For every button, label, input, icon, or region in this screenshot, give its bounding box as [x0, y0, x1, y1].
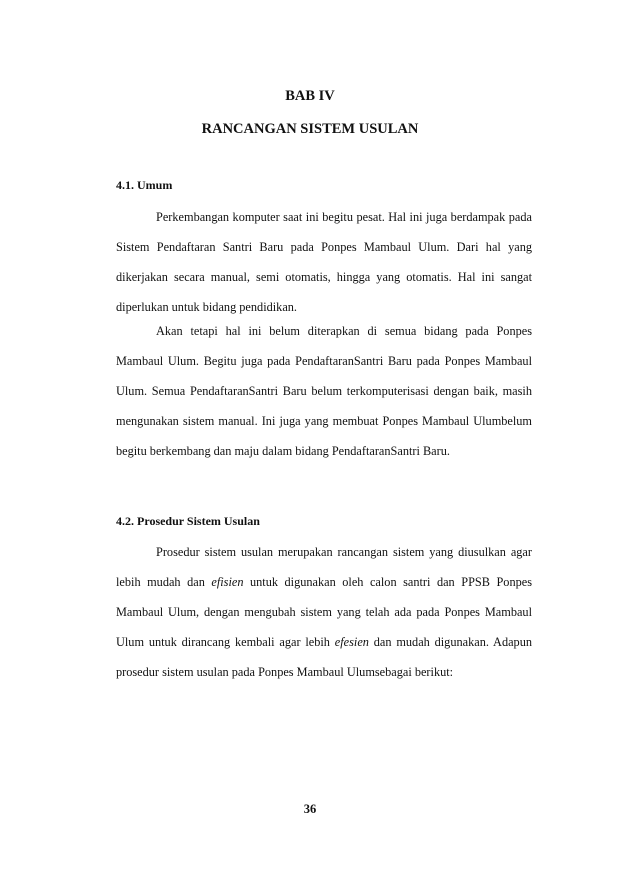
paragraph [116, 537, 532, 687]
italic-term: efesien [334, 635, 369, 649]
paragraph-text: untuk digunakan oleh calon santri dan PPSB Ponpes Mambaul Ulum, dengan mengubah sistem yang telah ada pada Ponpes Mambaul Ulum untuk dirancang kembali agar lebih [116, 575, 532, 649]
italic-term: efisien [211, 575, 244, 589]
paragraph: Akan tetapi hal ini belum diterapkan di semua bidang pada Ponpes Mambaul Ulum. Begitu juga pada PendaftaranSantri Baru pada Ponpes Mambaul Ulum. Semua PendaftaranSantri Baru belum terkomputerisasi dengan baik, masih mengunakan sistem manual. Ini juga yang membuat Ponpes Mambaul Ulumbelum begitu berkembang dan maju dalam bidang PendaftaranSantri Baru. [116, 324, 532, 458]
section-heading-prosedur: 4.2. Prosedur Sistem Usulan [116, 514, 260, 528]
section-heading-umum: 4.1. Umum [116, 178, 173, 192]
paragraph: Perkembangan komputer saat ini begitu pesat. Hal ini juga berdampak pada Sistem Pendaftaran Santri Baru pada Ponpes Mambaul Ulum. Dari hal yang dikerjakan secara manual, semi otomatis, hingga yang otomatis. Hal ini sangat diperlukan untuk bidang pendidikan. [116, 210, 532, 314]
paragraph-text: dan mudah digunakan. Adapun prosedur sistem usulan pada Ponpes Mambaul Ulumsebagai berikut: [116, 635, 532, 679]
page-number: 36 [303, 802, 317, 816]
paragraph-text: Prosedur sistem usulan merupakan rancangan sistem yang diusulkan agar lebih mudah dan [116, 545, 532, 589]
chapter-title: RANCANGAN SISTEM USULAN [201, 121, 419, 137]
chapter-heading: BAB IV [285, 88, 335, 104]
